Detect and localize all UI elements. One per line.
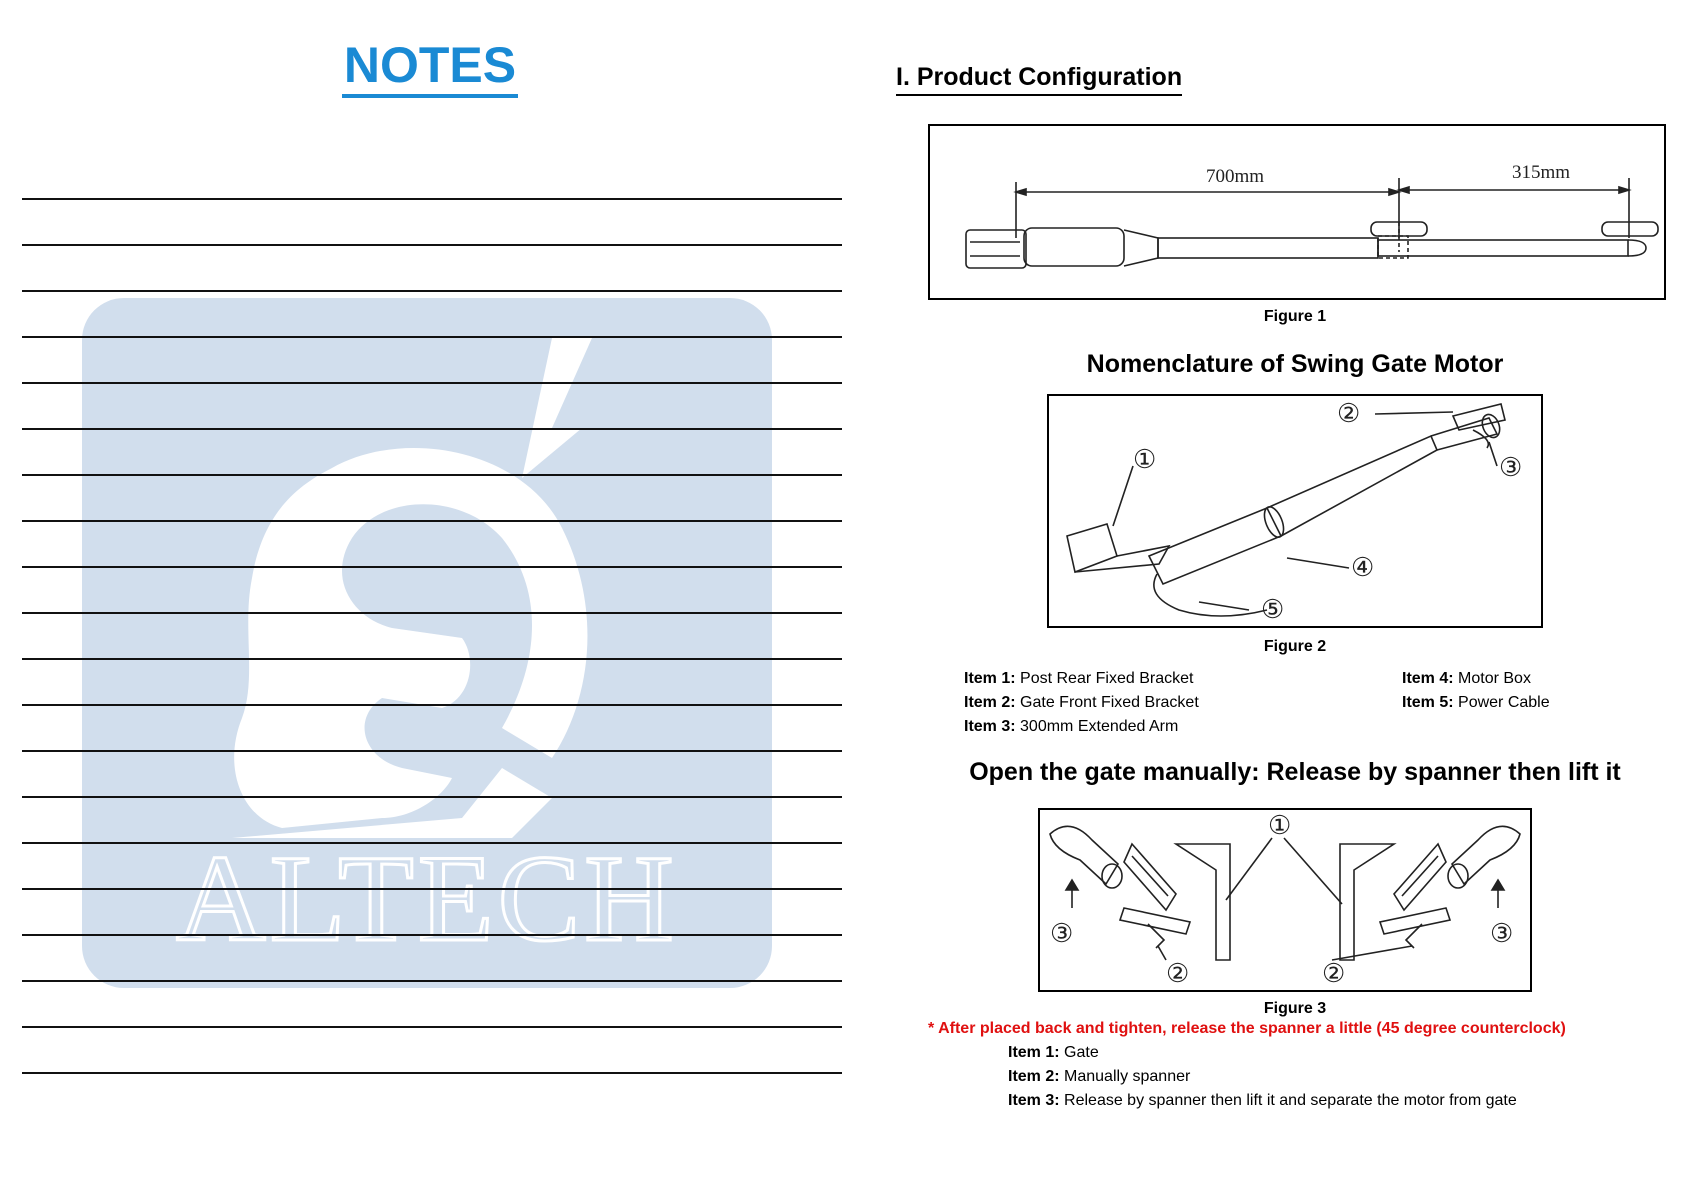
fig3-callout-3-right: ③	[1490, 919, 1514, 948]
fig3-callout-1: ①	[1268, 811, 1292, 840]
callout-5: ⑤	[1261, 595, 1285, 624]
gate-motor-side-view	[930, 126, 1664, 298]
note-line	[22, 244, 842, 246]
nomenclature-item-1: Item 1: Post Rear Fixed Bracket	[964, 670, 1194, 687]
notes-title-text: NOTES	[342, 36, 518, 98]
note-line	[22, 290, 842, 292]
manual-item-2: Item 2: Manually spanner	[1008, 1068, 1191, 1085]
note-line	[22, 428, 842, 430]
callout-2: ②	[1337, 399, 1361, 428]
note-line	[22, 1026, 842, 1028]
altech-logo-watermark	[82, 298, 772, 988]
note-line	[22, 888, 842, 890]
note-line	[22, 198, 842, 200]
figure-1-diagram	[928, 124, 1666, 300]
note-line	[22, 1072, 842, 1074]
note-line	[22, 842, 842, 844]
fig3-callout-3-left: ③	[1050, 919, 1074, 948]
note-line	[22, 336, 842, 338]
nomenclature-item-5: Item 5: Power Cable	[1402, 694, 1550, 711]
notes-title	[0, 36, 860, 98]
manual-open-title: Open the gate manually: Release by spanner then lift it	[969, 758, 1621, 786]
nomenclature-item-4: Item 4: Motor Box	[1402, 670, 1531, 687]
watermark-text: ALTECH	[176, 830, 678, 967]
note-line	[22, 520, 842, 522]
note-line	[22, 474, 842, 476]
manual-release-illustration	[1040, 810, 1530, 990]
gate-motor-exploded-view	[1049, 396, 1541, 626]
note-line	[22, 980, 842, 982]
section-heading: I. Product Configuration	[896, 62, 1182, 96]
dimension-315: 315mm	[1512, 162, 1571, 183]
nomenclature-item-2: Item 2: Gate Front Fixed Bracket	[964, 694, 1199, 711]
figure-1-caption: Figure 1	[1263, 308, 1327, 325]
figure-2-diagram	[1047, 394, 1543, 628]
note-line	[22, 658, 842, 660]
note-line	[22, 382, 842, 384]
figure-3-diagram	[1038, 808, 1532, 992]
callout-3: ③	[1499, 453, 1523, 482]
note-line	[22, 612, 842, 614]
fig3-callout-2-left: ②	[1166, 959, 1190, 988]
manual-item-3: Item 3: Release by spanner then lift it and separate the motor from gate	[1008, 1092, 1517, 1109]
figure-2-caption: Figure 2	[1263, 638, 1327, 655]
manual-item-1: Item 1: Gate	[1008, 1044, 1099, 1061]
release-warning: * After placed back and tighten, release the spanner a little (45 degree counterclock)	[928, 1020, 1566, 1037]
dimension-700: 700mm	[1206, 166, 1265, 187]
nomenclature-item-3: Item 3: 300mm Extended Arm	[964, 718, 1179, 735]
note-line	[22, 796, 842, 798]
note-line	[22, 566, 842, 568]
fig3-callout-2-right: ②	[1322, 959, 1346, 988]
callout-4: ④	[1351, 553, 1375, 582]
note-line	[22, 934, 842, 936]
note-line	[22, 750, 842, 752]
figure-3-caption: Figure 3	[1263, 1000, 1327, 1017]
nomenclature-title: Nomenclature of Swing Gate Motor	[1086, 350, 1504, 378]
note-line	[22, 704, 842, 706]
callout-1: ①	[1133, 445, 1157, 474]
